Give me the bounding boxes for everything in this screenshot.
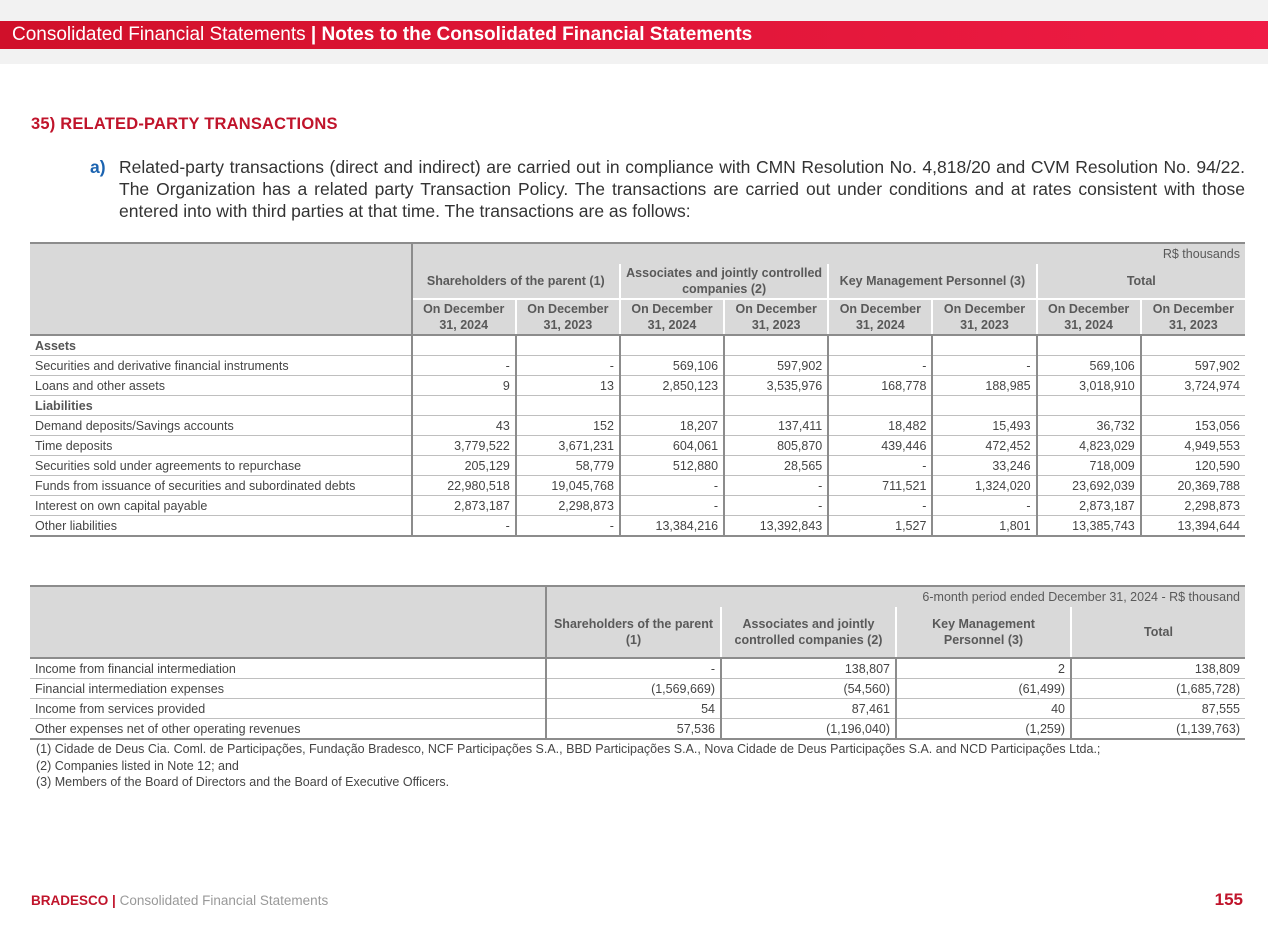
cell-value: - bbox=[546, 658, 721, 679]
cell-value bbox=[620, 335, 724, 356]
cell-value: 439,446 bbox=[828, 436, 932, 456]
cell-value: 15,493 bbox=[932, 416, 1036, 436]
column-header: On December 31, 2024 bbox=[620, 299, 724, 335]
cell-value: 168,778 bbox=[828, 376, 932, 396]
cell-value: 13,394,644 bbox=[1141, 516, 1245, 537]
table-row bbox=[30, 416, 1245, 436]
cell-value: 597,902 bbox=[1141, 356, 1245, 376]
row-label: Securities and derivative financial instruments bbox=[30, 356, 412, 376]
cell-value: - bbox=[828, 496, 932, 516]
cell-value: (54,560) bbox=[721, 679, 896, 699]
income-table bbox=[30, 585, 1245, 740]
table-row bbox=[30, 456, 1245, 476]
cell-value: 43 bbox=[412, 416, 516, 436]
section-row bbox=[30, 396, 1245, 416]
cell-value: (1,569,669) bbox=[546, 679, 721, 699]
column-header: On December 31, 2023 bbox=[724, 299, 828, 335]
column-group-header: Total bbox=[1037, 264, 1245, 299]
table-row bbox=[30, 476, 1245, 496]
cell-value bbox=[412, 396, 516, 416]
cell-value bbox=[1141, 396, 1245, 416]
cell-value: 604,061 bbox=[620, 436, 724, 456]
cell-value: 22,980,518 bbox=[412, 476, 516, 496]
cell-value: 3,671,231 bbox=[516, 436, 620, 456]
header-subsection: Notes to the Consolidated Financial Statements bbox=[321, 24, 753, 45]
cell-value: 20,369,788 bbox=[1141, 476, 1245, 496]
row-label: Other expenses net of other operating revenues bbox=[30, 719, 546, 740]
row-label: Financial intermediation expenses bbox=[30, 679, 546, 699]
cell-value: 2,850,123 bbox=[620, 376, 724, 396]
cell-value: 3,779,522 bbox=[412, 436, 516, 456]
row-label: Interest on own capital payable bbox=[30, 496, 412, 516]
cell-value: 138,809 bbox=[1071, 658, 1245, 679]
cell-value: 33,246 bbox=[932, 456, 1036, 476]
row-label: Securities sold under agreements to repurchase bbox=[30, 456, 412, 476]
row-label: Time deposits bbox=[30, 436, 412, 456]
period-label: 6-month period ended December 31, 2024 - R$ thousand bbox=[546, 586, 1245, 607]
cell-value: 120,590 bbox=[1141, 456, 1245, 476]
cell-value: 13,384,216 bbox=[620, 516, 724, 537]
cell-value: - bbox=[828, 356, 932, 376]
cell-value: 718,009 bbox=[1037, 456, 1141, 476]
row-label: Liabilities bbox=[30, 396, 412, 416]
row-label: Demand deposits/Savings accounts bbox=[30, 416, 412, 436]
table-row bbox=[30, 699, 1245, 719]
cell-value: 2,298,873 bbox=[516, 496, 620, 516]
cell-value: - bbox=[516, 356, 620, 376]
column-header: Key Management Personnel (3) bbox=[896, 607, 1071, 658]
table-row bbox=[30, 436, 1245, 456]
cell-value bbox=[724, 396, 828, 416]
table-row bbox=[30, 516, 1245, 537]
cell-value bbox=[828, 396, 932, 416]
cell-value: 138,807 bbox=[721, 658, 896, 679]
cell-value: 3,535,976 bbox=[724, 376, 828, 396]
footer-brand: BRADESCO bbox=[31, 893, 109, 908]
footnotes bbox=[36, 741, 1100, 791]
cell-value: 87,555 bbox=[1071, 699, 1245, 719]
table-row bbox=[30, 356, 1245, 376]
cell-value: - bbox=[412, 356, 516, 376]
column-header: Total bbox=[1071, 607, 1245, 658]
cell-value: 87,461 bbox=[721, 699, 896, 719]
cell-value: (1,196,040) bbox=[721, 719, 896, 740]
column-group-header: Shareholders of the parent (1) bbox=[412, 264, 620, 299]
cell-value: 4,949,553 bbox=[1141, 436, 1245, 456]
footnote: (3) Members of the Board of Directors and the Board of Executive Officers. bbox=[36, 775, 450, 789]
cell-value: - bbox=[620, 476, 724, 496]
cell-value: 19,045,768 bbox=[516, 476, 620, 496]
cell-value: 18,207 bbox=[620, 416, 724, 436]
cell-value: (1,685,728) bbox=[1071, 679, 1245, 699]
cell-value: 57,536 bbox=[546, 719, 721, 740]
cell-value: 805,870 bbox=[724, 436, 828, 456]
cell-value: 18,482 bbox=[828, 416, 932, 436]
cell-value: (61,499) bbox=[896, 679, 1071, 699]
table-corner bbox=[30, 243, 412, 335]
cell-value: 569,106 bbox=[620, 356, 724, 376]
page-number: 155 bbox=[1214, 890, 1243, 909]
footnote: (1) Cidade de Deus Cia. Coml. de Participações, Fundação Bradesco, NCF Participações S.A., BBD Participações S.A., Nova Cidade de Deus Participações S.A. and NCD Participações Ltda.; bbox=[36, 742, 1101, 756]
cell-value: (1,139,763) bbox=[1071, 719, 1245, 740]
cell-value: 3,724,974 bbox=[1141, 376, 1245, 396]
column-group-header: Key Management Personnel (3) bbox=[828, 264, 1036, 299]
cell-value: - bbox=[932, 356, 1036, 376]
cell-value: 137,411 bbox=[724, 416, 828, 436]
section-row bbox=[30, 335, 1245, 356]
paragraph-text: Related-party transactions (direct and indirect) are carried out in compliance with CMN Resolution No. 4,818/20 and CVM Resolution No. 94/22. The Organization has a related party Transaction Policy. The transactions are carried out under conditions and at rates consistent with those entered into with third parties at that time. The transactions are as follows: bbox=[119, 157, 1245, 221]
cell-value: 472,452 bbox=[932, 436, 1036, 456]
cell-value: 711,521 bbox=[828, 476, 932, 496]
cell-value: 23,692,039 bbox=[1037, 476, 1141, 496]
cell-value: 2,873,187 bbox=[1037, 496, 1141, 516]
cell-value: - bbox=[932, 496, 1036, 516]
cell-value bbox=[828, 335, 932, 356]
cell-value: 1,801 bbox=[932, 516, 1036, 537]
cell-value: 28,565 bbox=[724, 456, 828, 476]
cell-value: 3,018,910 bbox=[1037, 376, 1141, 396]
cell-value: 9 bbox=[412, 376, 516, 396]
row-label: Assets bbox=[30, 335, 412, 356]
cell-value: 54 bbox=[546, 699, 721, 719]
table-row bbox=[30, 496, 1245, 516]
cell-value bbox=[1141, 335, 1245, 356]
cell-value: 512,880 bbox=[620, 456, 724, 476]
cell-value: 152 bbox=[516, 416, 620, 436]
header-section: Consolidated Financial Statements bbox=[12, 24, 306, 45]
cell-value: 2,298,873 bbox=[1141, 496, 1245, 516]
cell-value: - bbox=[828, 456, 932, 476]
column-header: On December 31, 2023 bbox=[932, 299, 1036, 335]
cell-value bbox=[620, 396, 724, 416]
cell-value: 40 bbox=[896, 699, 1071, 719]
cell-value: 4,823,029 bbox=[1037, 436, 1141, 456]
cell-value: 1,324,020 bbox=[932, 476, 1036, 496]
cell-value bbox=[932, 396, 1036, 416]
table-row bbox=[30, 376, 1245, 396]
column-header: On December 31, 2024 bbox=[828, 299, 932, 335]
cell-value: 153,056 bbox=[1141, 416, 1245, 436]
column-header: On December 31, 2023 bbox=[1141, 299, 1245, 335]
cell-value: 205,129 bbox=[412, 456, 516, 476]
footnote: (2) Companies listed in Note 12; and bbox=[36, 758, 239, 773]
cell-value bbox=[516, 335, 620, 356]
cell-value: 13,392,843 bbox=[724, 516, 828, 537]
column-header: On December 31, 2024 bbox=[1037, 299, 1141, 335]
table-row bbox=[30, 658, 1245, 679]
column-header: On December 31, 2024 bbox=[412, 299, 516, 335]
cell-value: - bbox=[412, 516, 516, 537]
intro-paragraph bbox=[90, 156, 1245, 222]
balance-table bbox=[30, 242, 1245, 537]
cell-value: (1,259) bbox=[896, 719, 1071, 740]
unit-label: R$ thousands bbox=[412, 243, 1245, 264]
table-row bbox=[30, 679, 1245, 699]
footer bbox=[31, 893, 328, 908]
row-label: Other liabilities bbox=[30, 516, 412, 537]
row-label: Income from services provided bbox=[30, 699, 546, 719]
cell-value bbox=[932, 335, 1036, 356]
cell-value: 188,985 bbox=[932, 376, 1036, 396]
table-row bbox=[30, 719, 1245, 740]
column-header: Shareholders of the parent (1) bbox=[546, 607, 721, 658]
cell-value: 1,527 bbox=[828, 516, 932, 537]
cell-value: 13,385,743 bbox=[1037, 516, 1141, 537]
section-title: 35) RELATED-PARTY TRANSACTIONS bbox=[31, 115, 338, 133]
footer-separator: | bbox=[112, 893, 116, 908]
cell-value: 58,779 bbox=[516, 456, 620, 476]
column-group-header: Associates and jointly controlled companies (2) bbox=[620, 264, 828, 299]
column-header: Associates and jointly controlled companies (2) bbox=[721, 607, 896, 658]
row-label: Income from financial intermediation bbox=[30, 658, 546, 679]
row-label: Funds from issuance of securities and subordinated debts bbox=[30, 476, 412, 496]
cell-value: - bbox=[724, 496, 828, 516]
cell-value bbox=[724, 335, 828, 356]
column-header: On December 31, 2023 bbox=[516, 299, 620, 335]
table-corner bbox=[30, 586, 546, 658]
header-separator: | bbox=[310, 24, 317, 45]
cell-value bbox=[1037, 396, 1141, 416]
list-marker: a) bbox=[90, 157, 106, 177]
cell-value: 569,106 bbox=[1037, 356, 1141, 376]
row-label: Loans and other assets bbox=[30, 376, 412, 396]
cell-value: 2,873,187 bbox=[412, 496, 516, 516]
cell-value bbox=[516, 396, 620, 416]
cell-value: - bbox=[620, 496, 724, 516]
cell-value: - bbox=[516, 516, 620, 537]
cell-value: 13 bbox=[516, 376, 620, 396]
cell-value: 597,902 bbox=[724, 356, 828, 376]
cell-value bbox=[412, 335, 516, 356]
header-bar bbox=[0, 21, 1268, 49]
cell-value bbox=[1037, 335, 1141, 356]
cell-value: 36,732 bbox=[1037, 416, 1141, 436]
footer-doc-title: Consolidated Financial Statements bbox=[119, 893, 329, 908]
cell-value: 2 bbox=[896, 658, 1071, 679]
cell-value: - bbox=[724, 476, 828, 496]
